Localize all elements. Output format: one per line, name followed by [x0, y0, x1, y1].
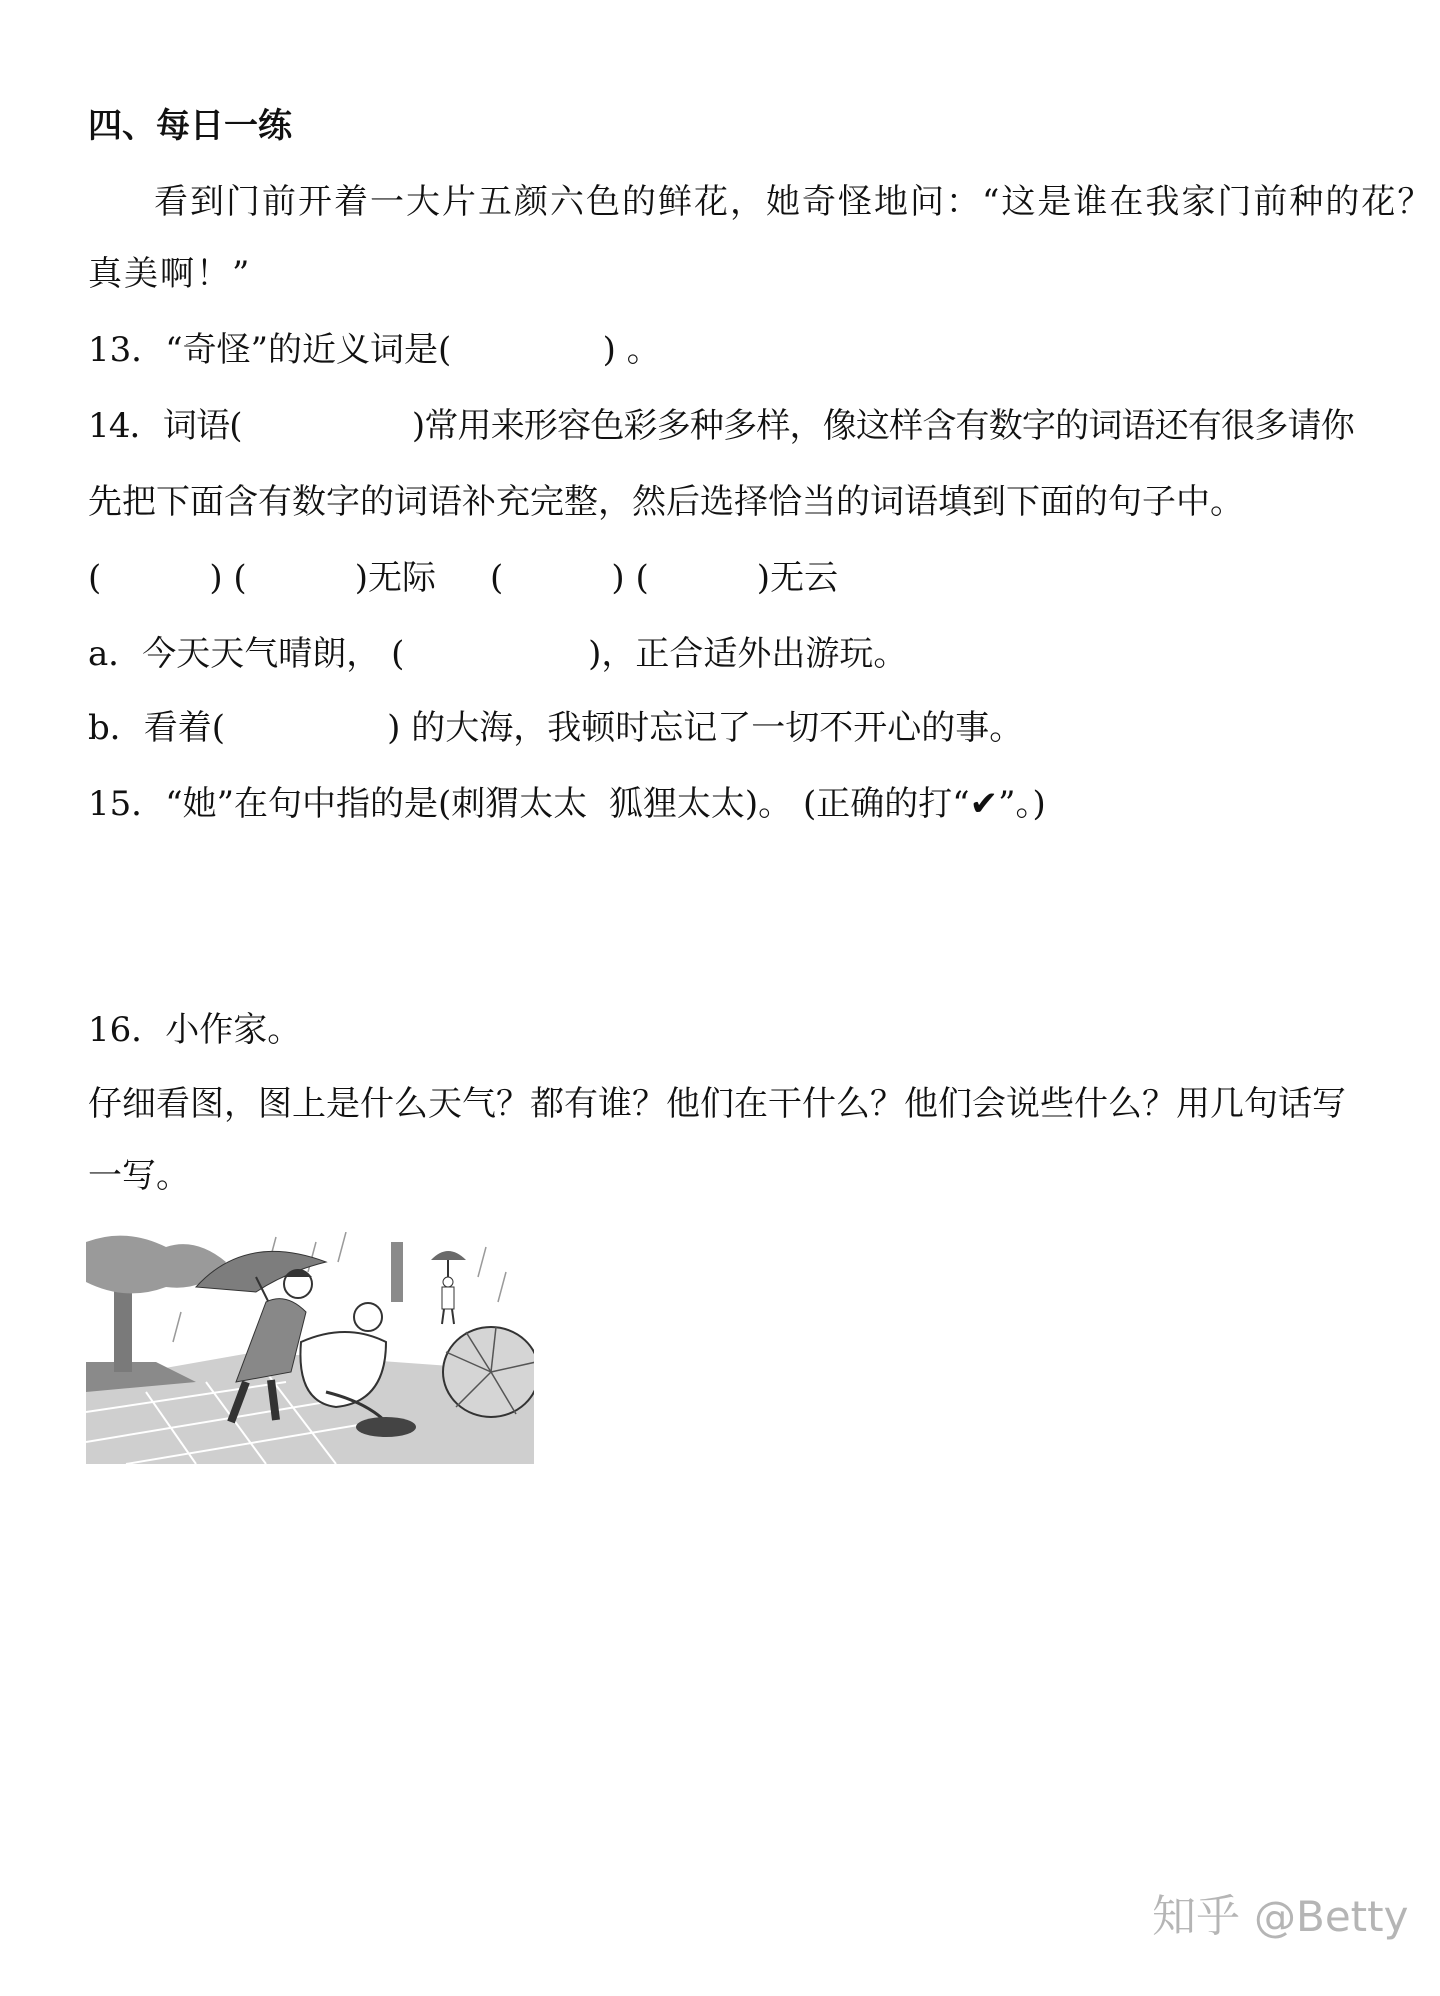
question-16-title: 16．小作家。 — [88, 1010, 302, 1050]
question-15 — [88, 784, 1046, 824]
question-14-blanks: ( ) ( )无际 ( ) ( )无云 — [88, 558, 839, 598]
watermark — [1152, 1880, 1408, 1944]
question-13: 13．“奇怪”的近义词是( ) 。 — [88, 330, 661, 370]
question-15-text: 15．“她”在句中指的是(刺猬太太 狐狸太太)。 (正确的打“ — [88, 784, 970, 824]
question-14-line-2: 先把下面含有数字的词语补充完整，然后选择恰当的词语填到下面的句子中。 — [88, 482, 1244, 522]
passage-line-2: 真美啊！” — [88, 254, 252, 294]
watermark-site: 知乎 — [1152, 1891, 1240, 1942]
question-14-line-1: 14．词语( )常用来形容色彩多种多样，像这样含有数字的词语还有很多请你 — [88, 406, 1354, 446]
check-mark-icon: ✔ — [969, 784, 999, 824]
question-16-line-1: 仔细看图，图上是什么天气？都有谁？他们在干什么？他们会说些什么？用几句话写 — [88, 1084, 1346, 1124]
question-14-sentence-a: a．今天天气晴朗， ( )，正合适外出游玩。 — [88, 634, 908, 674]
rainy-day-illustration — [86, 1232, 534, 1464]
passage-line-1: 看到门前开着一大片五颜六色的鲜花，她奇怪地问：“这是谁在我家门前种的花？ — [154, 182, 1434, 222]
section-title: 四、每日一练 — [88, 106, 292, 146]
question-16-line-2: 一写。 — [88, 1156, 190, 1196]
watermark-user: @Betty — [1254, 1892, 1409, 1941]
question-15-tail: ”。) — [998, 784, 1046, 824]
question-14-sentence-b: b．看着( ) 的大海，我顿时忘记了一切不开心的事。 — [88, 708, 1024, 748]
